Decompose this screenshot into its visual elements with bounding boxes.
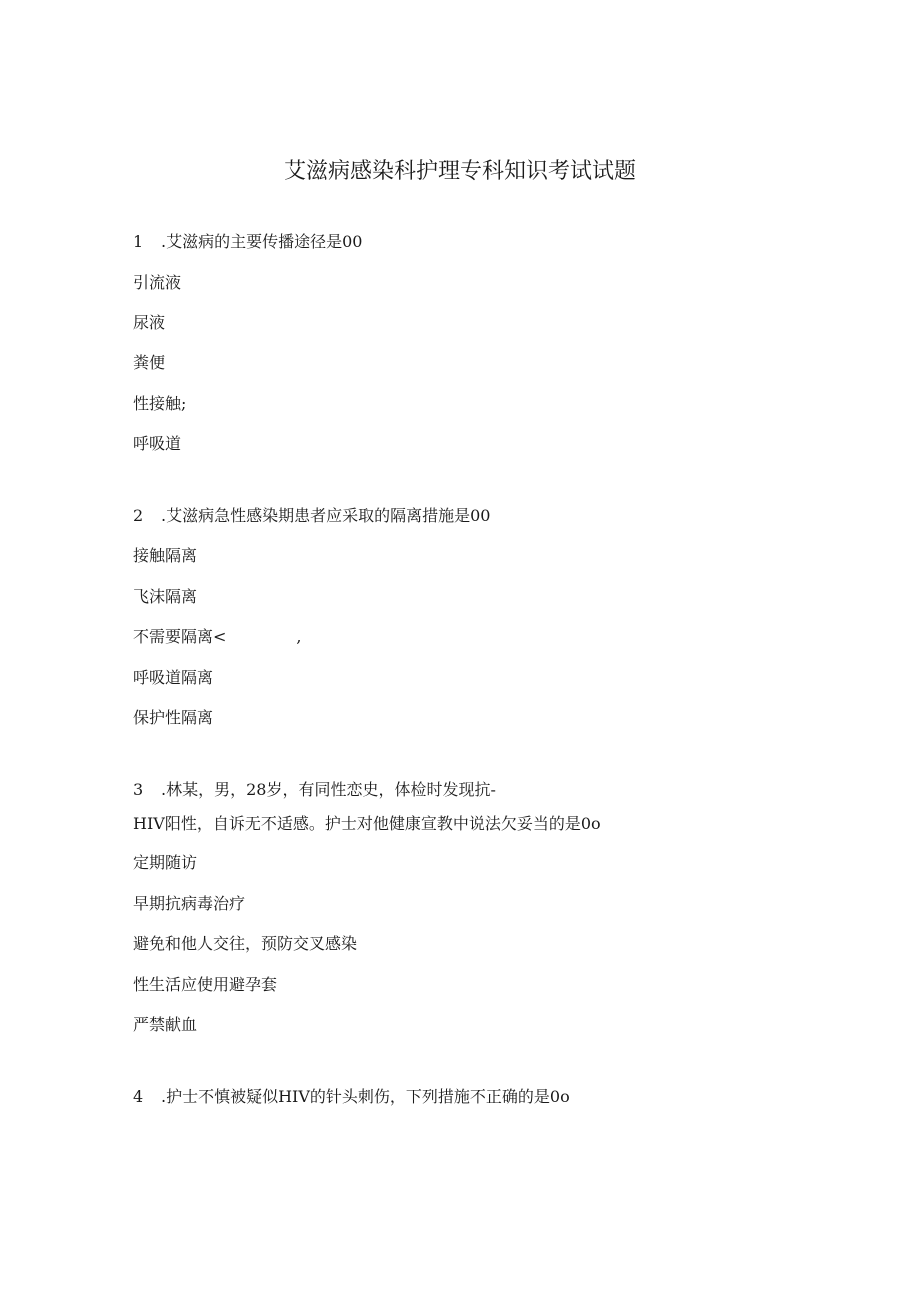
question-text: .护士不慎被疑似HIV的针头刺伤，下列措施不正确的是0o <box>161 1087 570 1106</box>
question-2-option-4: 呼吸道隔离 <box>133 668 214 687</box>
question-1-option-5: 呼吸道 <box>133 434 182 453</box>
question-3-option-2: 早期抗病毒治疗 <box>133 894 246 913</box>
question-3-option-3: 避免和他人交往，预防交叉感染 <box>133 934 358 953</box>
option-suffix: , <box>296 627 302 646</box>
page-title: 艾滋病感染科护理专科知识考试试题 <box>283 159 636 184</box>
question-2-stem <box>133 505 490 527</box>
question-3-stem <box>133 779 496 801</box>
question-3-option-4: 性生活应使用避孕套 <box>133 975 278 994</box>
question-3-stem-line-2: HIV阳性，自诉无不适感。护士对他健康宣教中说法欠妥当的是0o <box>133 814 601 833</box>
question-number: 2 <box>133 506 144 525</box>
question-text: .艾滋病的主要传播途径是00 <box>161 232 363 251</box>
question-2-option-5: 保护性隔离 <box>133 708 214 727</box>
question-1-stem <box>133 231 362 253</box>
question-1-option-1: 引流液 <box>133 273 182 292</box>
question-number: 3 <box>133 780 144 799</box>
question-3-option-5: 严禁献血 <box>133 1015 198 1034</box>
question-text: .艾滋病急性感染期患者应采取的隔离措施是00 <box>161 506 491 525</box>
question-2-option-3 <box>133 626 302 648</box>
question-number: 1 <box>133 232 144 251</box>
question-3-option-1: 定期随访 <box>133 853 198 872</box>
question-1-option-4: 性接触; <box>133 394 187 413</box>
question-2-option-2: 飞沫隔离 <box>133 587 198 606</box>
question-number: 4 <box>133 1087 144 1106</box>
question-2-option-1: 接触隔离 <box>133 546 198 565</box>
question-text: .林某，男，28岁，有同性恋史，体检时发现抗- <box>161 780 496 799</box>
question-4-stem <box>133 1086 570 1108</box>
option-text: 不需要隔离< <box>133 627 227 646</box>
question-1-option-2: 尿液 <box>133 313 166 332</box>
question-1-option-3: 粪便 <box>133 353 166 372</box>
